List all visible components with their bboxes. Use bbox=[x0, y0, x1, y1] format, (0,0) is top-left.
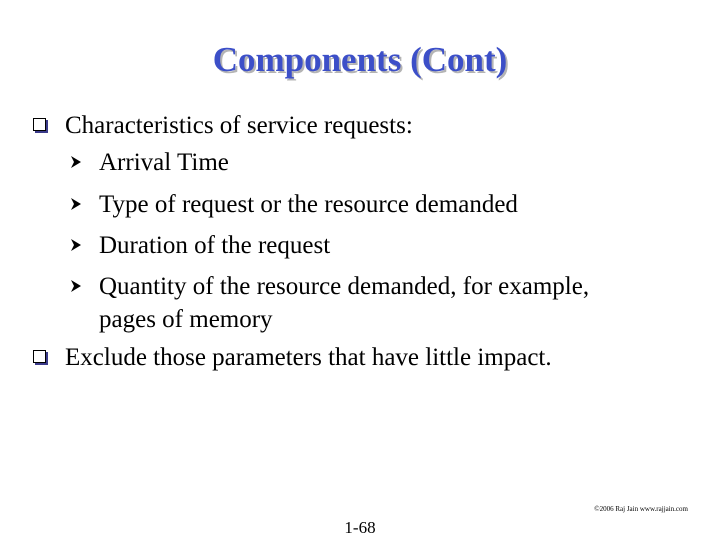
bullet-text: Characteristics of service requests: bbox=[65, 112, 413, 139]
sub-bullet-text: Arrival Time bbox=[99, 149, 229, 176]
arrowhead-icon bbox=[70, 279, 82, 293]
sub-bullet-continuation: pages of memory bbox=[99, 306, 273, 333]
copyright-footer: ©2006 Raj Jain www.rajjain.com bbox=[594, 505, 688, 513]
arrowhead-icon bbox=[70, 238, 82, 252]
arrowhead-icon bbox=[70, 155, 82, 169]
sub-bullet-text: Duration of the request bbox=[99, 232, 331, 259]
page-number: 1-68 bbox=[344, 518, 376, 537]
bullet-text: Exclude those parameters that have little impact. bbox=[65, 344, 552, 371]
checkbox-square-icon bbox=[33, 350, 46, 363]
sub-bullet-text: Type of request or the resource demanded bbox=[99, 191, 518, 218]
checkbox-square-icon bbox=[33, 118, 46, 131]
sub-bullet-text: Quantity of the resource demanded, for example, bbox=[99, 273, 590, 300]
slide-title: Components (Cont) bbox=[212, 40, 508, 79]
arrowhead-icon bbox=[70, 197, 82, 211]
